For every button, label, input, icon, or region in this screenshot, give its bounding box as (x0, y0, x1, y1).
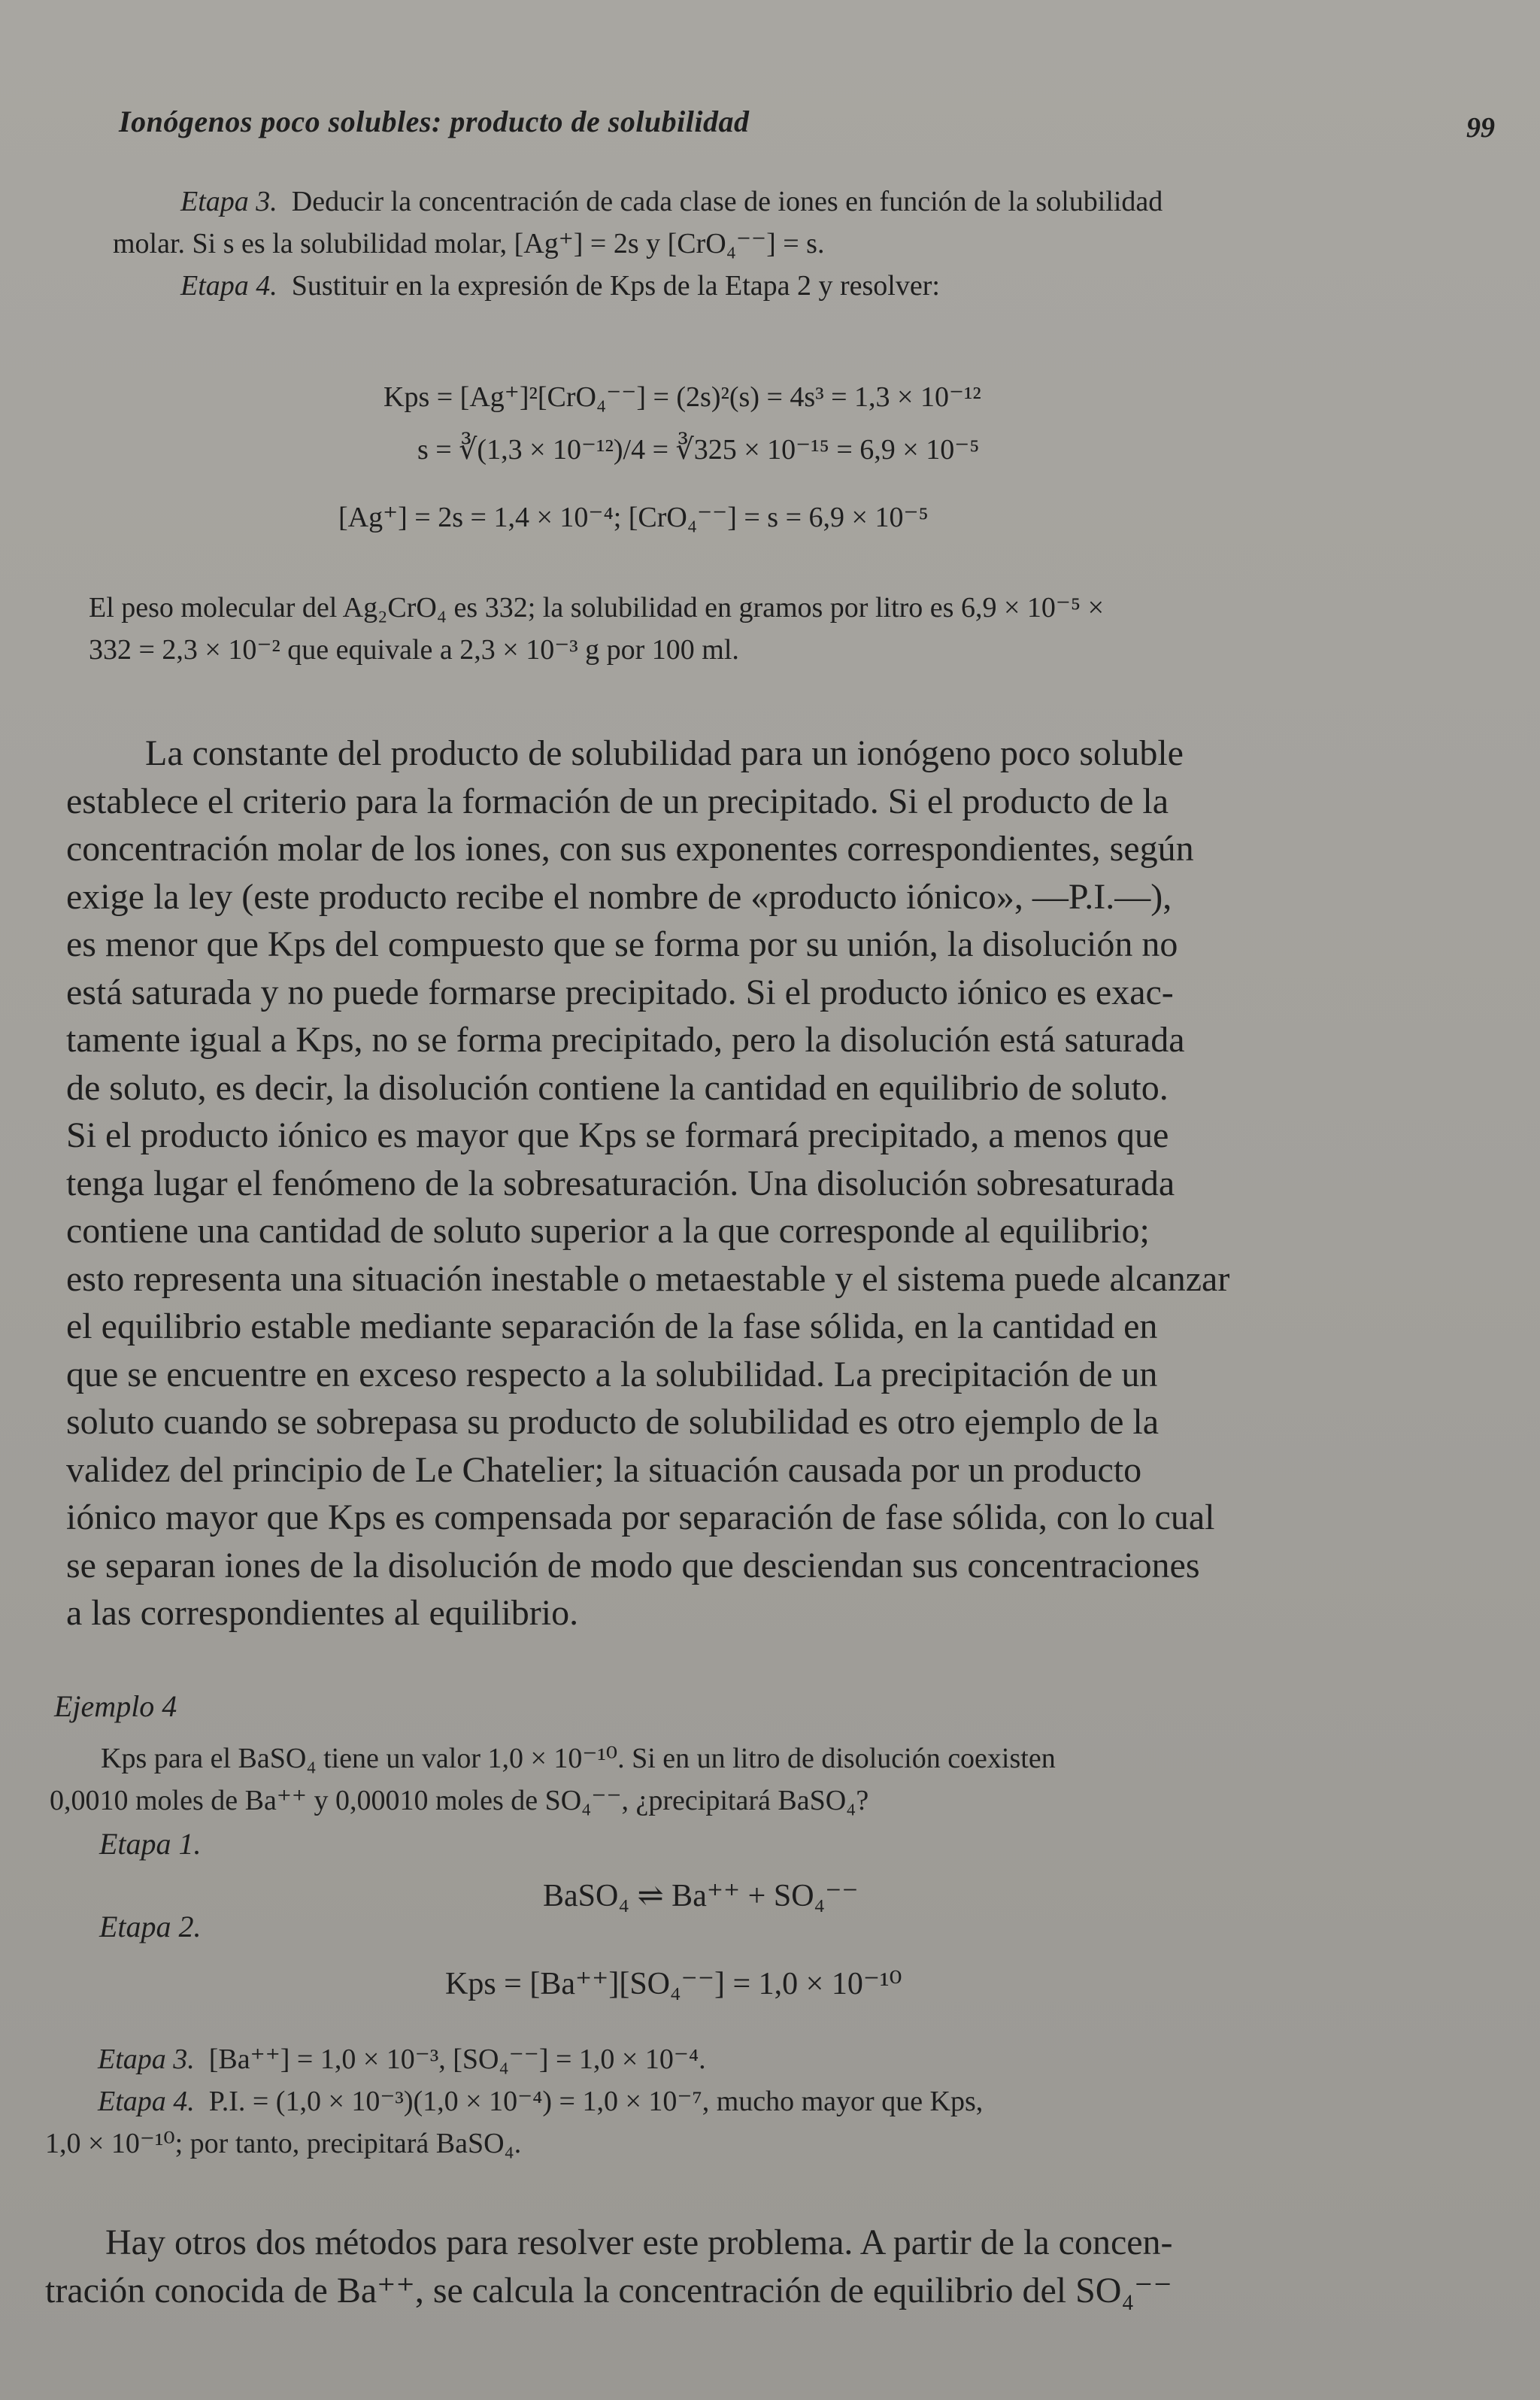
para-line: está saturada y no puede formarse precipitado. Si el producto iónico es exac- (66, 972, 1174, 1012)
etapa3-step: Etapa 3. [Ba⁺⁺] = 1,0 × 10⁻³, [SO₄⁻⁻] = 1,0 × 10⁻⁴. (98, 2043, 706, 2075)
para-line: exige la ley (este producto recibe el nombre de «producto iónico», —P.I.—), (66, 876, 1172, 917)
para-line: a las correspondientes al equilibrio. (66, 1593, 579, 1633)
equation-ion-concentrations: [Ag⁺] = 2s = 1,4 × 10⁻⁴; [CrO₄⁻⁻] = s = 6,9 × 10⁻⁵ (338, 502, 929, 533)
para-line: validez del principio de Le Chatelier; la situación causada por un producto (66, 1449, 1142, 1490)
para-line: Si el producto iónico es mayor que Kps se formará precipitado, a menos que (66, 1115, 1169, 1155)
statement-line-2: 0,0010 moles de Ba⁺⁺ y 0,00010 moles de SO₄⁻⁻, ¿precipitará BaSO₄? (50, 1785, 869, 1816)
para-line: de soluto, es decir, la disolución contiene la cantidad en equilibrio de soluto. (66, 1067, 1169, 1108)
para-line: tamente igual a Kps, no se forma precipitado, pero la disolución está saturada (66, 1020, 1185, 1060)
example-etapa1-label: Etapa 1. (99, 1827, 202, 1861)
para-line: iónico mayor que Kps es compensada por separación de fase sólida, con lo cual (66, 1497, 1215, 1537)
para-line: contiene una cantidad de soluto superior a la que corresponde al equilibrio; (66, 1211, 1150, 1251)
main-paragraph (66, 730, 1495, 1637)
final-line-2: tración conocida de Ba⁺⁺, se calcula la concentración de equilibrio del SO₄⁻⁻ (45, 2270, 1172, 2310)
final-paragraph (45, 2219, 1496, 2314)
example-steps (45, 2038, 1496, 2165)
para-line: tenga lugar el fenómeno de la sobresaturación. Una disolución sobresaturada (66, 1163, 1175, 1203)
etapa3-line-1: Etapa 3. Deducir la concentración de cada clase de iones en función de la solubilidad (180, 186, 1163, 217)
page-header (119, 104, 1495, 149)
para-line: que se encuentre en exceso respecto a la solubilidad. La precipitación de un (66, 1354, 1158, 1394)
para-line: esto representa una situación inestable o metaestable y el sistema puede alcanzar (66, 1258, 1230, 1299)
molecular-weight-note (89, 587, 1495, 671)
para-line: el equilibrio estable mediante separación de la fase sólida, en la cantidad en (66, 1306, 1158, 1346)
example-statement (50, 1737, 1493, 1822)
top-steps (113, 181, 1489, 307)
para-line: establece el criterio para la formación de un precipitado. Si el producto de la (66, 781, 1169, 821)
example-etapa2-label: Etapa 2. (99, 1910, 202, 1943)
note-line-2: 332 = 2,3 × 10⁻² que equivale a 2,3 × 10⁻³ g por 100 ml. (89, 634, 739, 666)
statement-line-1: Kps para el BaSO₄ tiene un valor 1,0 × 10⁻¹⁰. Si en un litro de disolución coexisten (101, 1743, 1056, 1774)
note-line-1: El peso molecular del Ag₂CrO₄ es 332; la solubilidad en gramos por litro es 6,9 × 10⁻⁵ × (89, 592, 1105, 624)
equation-barium-sulfate-equilibrium: BaSO₄ ⇌ Ba⁺⁺ + SO₄⁻⁻ (543, 1879, 859, 1913)
etapa4-line: Etapa 4. Sustituir en la expresión de Kps de la Etapa 2 y resolver: (180, 270, 940, 302)
running-head: Ionógenos poco solubles: producto de solubilidad (119, 105, 750, 138)
equation-kps-silver-chromate: Kps = [Ag⁺]²[CrO₄⁻⁻] = (2s)²(s) = 4s³ = 1,3 × 10⁻¹² (383, 381, 981, 413)
final-line-1: Hay otros dos métodos para resolver este problema. A partir de la concen- (105, 2223, 1173, 2262)
para-line: concentración molar de los iones, con sus exponentes correspondientes, según (66, 829, 1194, 869)
para-line: La constante del producto de solubilidad para un ionógeno poco soluble (145, 733, 1184, 773)
para-line: es menor que Kps del compuesto que se forma por su unión, la disolución no (66, 924, 1178, 964)
para-line: se separan iones de la disolución de modo que desciendan sus concentraciones (66, 1545, 1200, 1585)
page-number: 99 (1466, 112, 1495, 144)
etapa3-line-2: molar. Si s es la solubilidad molar, [Ag⁺] = 2s y [CrO₄⁻⁻] = s. (113, 228, 825, 259)
equation-solubility: s = ∛(1,3 × 10⁻¹²)/4 = ∛325 × 10⁻¹⁵ = 6,9 × 10⁻⁵ (417, 434, 980, 466)
equation-kps-barium-sulfate: Kps = [Ba⁺⁺][SO₄⁻⁻] = 1,0 × 10⁻¹⁰ (445, 1967, 902, 2001)
etapa4-step: Etapa 4. P.I. = (1,0 × 10⁻³)(1,0 × 10⁻⁴) = 1,0 × 10⁻⁷, mucho mayor que Kps, (98, 2086, 984, 2117)
para-line: soluto cuando se sobrepasa su producto de solubilidad es otro ejemplo de la (66, 1402, 1160, 1442)
etapa4-step-continuation: 1,0 × 10⁻¹⁰; por tanto, precipitará BaSO₄. (45, 2128, 522, 2159)
example-title: Ejemplo 4 (54, 1689, 177, 1723)
